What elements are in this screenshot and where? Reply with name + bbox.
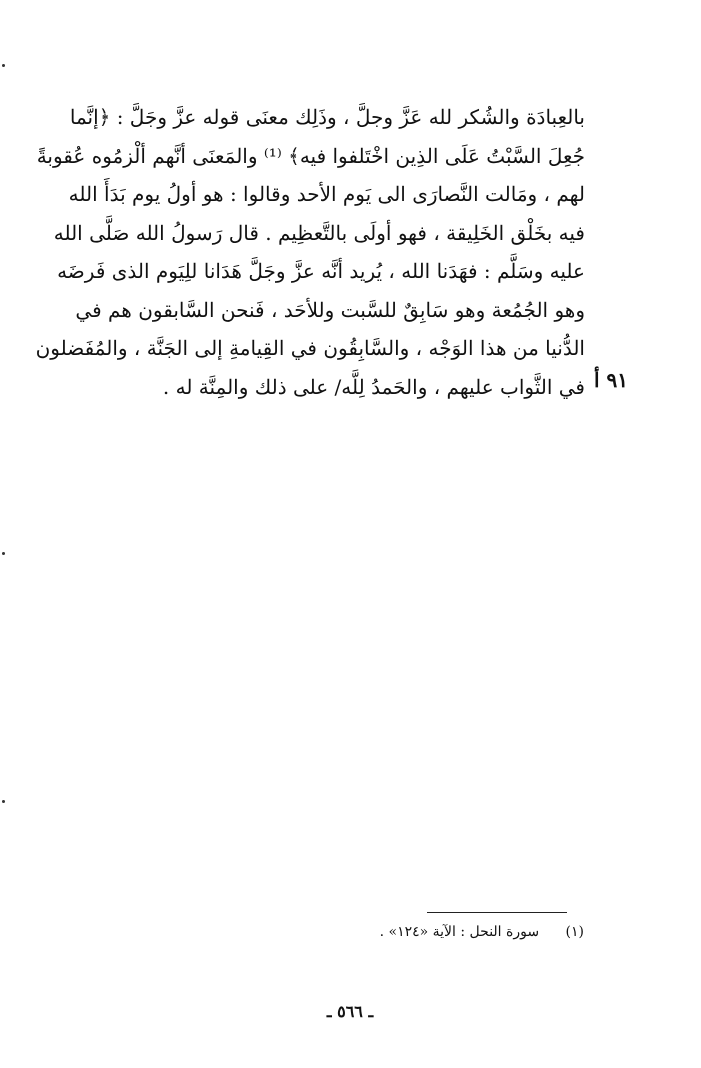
page-number: ـ ٥٦٦ ـ	[326, 1002, 374, 1021]
scan-edge-mark	[2, 64, 5, 67]
text-line: جُعِلَ السَّبْتُ عَلَى الذِين اخْتَلفوا فيه﴾ ⁽¹⁾ والمَعنَى أنَّهم ألْزمُوه عُقوبةً	[36, 143, 585, 168]
footnote	[300, 924, 584, 940]
footnote-number: (١)	[565, 924, 584, 940]
scan-edge-mark	[2, 552, 5, 555]
text-line: فيه بخَلْق الخَلِيقة ، فهو أولَى بالتَّعظِيم . قال رَسولُ الله صَلَّى الله	[53, 220, 585, 245]
text-line: لهم ، ومَالت النَّصارَى الى يَوم الأحد وقالوا : هو أولُ يوم بَدَأَ الله	[68, 182, 585, 206]
text-line: في الثَّواب عليهم ، والحَمدُ لِلَّه/ على ذلك والمِنَّة له .	[162, 374, 585, 399]
manuscript-folio-reference: ٩١ أ	[594, 368, 629, 392]
scan-edge-mark	[2, 800, 5, 803]
text-line: بالعِبادَة والشُكر لله عَزَّ وجلَّ ، وذَلِك معنَى قوله عزَّ وجَلَّ : ﴿إنَّما	[69, 105, 585, 129]
text-line: وهو الجُمُعة وهو سَابِقٌ للسَّبت وللأحَد ، فَنحن السَّابقون هم في	[75, 297, 585, 322]
text-line: الدُّنيا من هذا الوَجْه ، والسَّابِقُون في القِيامةِ إلى الجَنَّة ، والمُفَضلون	[35, 336, 585, 360]
text-line: عليه وسَلَّم : فهَدَنا الله ، يُريد أنَّه عزَّ وجَلَّ هَدَانا للِيَوم الذى فَرضَه	[57, 259, 585, 283]
footnote-divider	[427, 912, 567, 913]
main-text-block	[35, 98, 585, 406]
footnote-text: سورة النحل : الآية «١٢٤» .	[379, 924, 540, 940]
